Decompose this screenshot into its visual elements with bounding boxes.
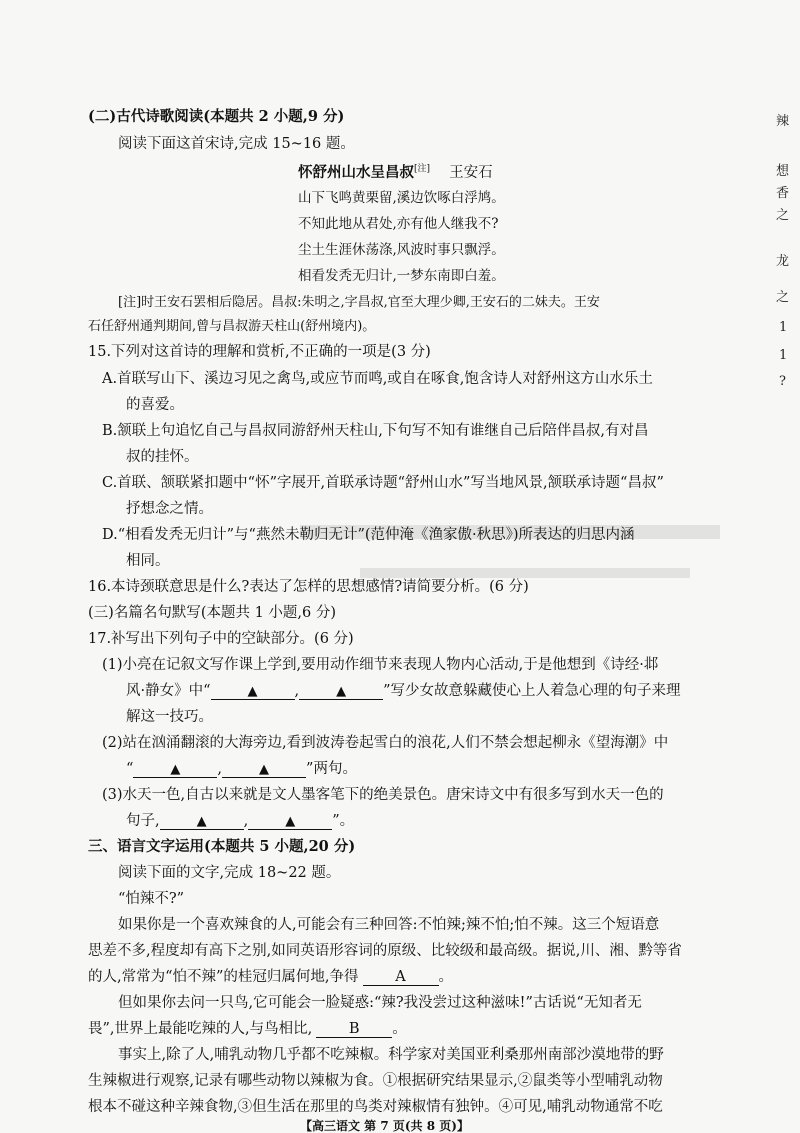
answer-blank-b[interactable]: B xyxy=(316,1022,392,1038)
poetry-instruction: 阅读下面这首宋诗,完成 15~16 题。 xyxy=(118,136,355,152)
q16-stem: 16.本诗颈联意思是什么?表达了怎样的思想感情?请简要分析。(6 分) xyxy=(88,579,529,595)
poem-line: 尘土生涯休荡涤,风波时事只飘浮。 xyxy=(298,242,505,258)
edge-mark: 之 xyxy=(776,290,790,305)
q15-option-b: B.颔联上句追忆自己与昌叔同游舒州天柱山,下句写不知有谁继自己后陪伴昌叔,有对昌 xyxy=(102,423,649,439)
scan-smudge xyxy=(360,568,690,578)
triangle-icon: ▲ xyxy=(196,814,207,829)
answer-blank[interactable] xyxy=(222,762,306,778)
edge-mark: 香 xyxy=(776,186,790,201)
q15-option-a: A.首联写山下、溪边习见之禽鸟,或应节而鸣,或自在啄食,饱含诗人对舒州这方山水乐土 xyxy=(102,371,653,387)
q15-option-d: D.“相看发秃无归计”与“燕然未勒归无计”(范仲淹《渔家傲·秋思》)所表达的归思内涵 xyxy=(102,527,635,543)
edge-mark: 龙 xyxy=(776,254,790,269)
page-footer: 【高三语文 第 7 页(共 8 页)】 xyxy=(300,1119,469,1133)
passage-title: “怕辣不?” xyxy=(118,891,185,907)
triangle-icon: ▲ xyxy=(170,762,181,777)
q17-text: , xyxy=(217,761,223,777)
q17-text: , xyxy=(243,813,249,829)
q17-part1-cont: 解这一技巧。 xyxy=(126,709,213,725)
passage-text: 。 xyxy=(392,1021,407,1037)
q15-option-d-cont: 相同。 xyxy=(126,553,170,569)
poem-footnote: 石任舒州通判期间,曾与昌叔游天柱山(舒州境内)。 xyxy=(88,319,376,334)
poem-title-line xyxy=(298,165,493,180)
poem-footnote: [注]时王安石罢相后隐居。昌叔:朱明之,字昌叔,官至大理少卿,王安石的二妹夫。王安 xyxy=(118,295,600,310)
passage-text: 的人,常常为“怕不辣”的桂冠归属何地,争得 xyxy=(88,969,359,985)
q15-stem: 15.下列对这首诗的理解和赏析,不正确的一项是(3 分) xyxy=(88,344,431,360)
passage-line: 事实上,除了人,哺乳动物几乎都不吃辣椒。科学家对美国亚利桑那州南部沙漠地带的野 xyxy=(118,1047,664,1063)
edge-mark: ? xyxy=(779,374,786,389)
triangle-icon: ▲ xyxy=(247,684,258,699)
q15-option-a-cont: 的喜爱。 xyxy=(126,397,184,413)
poem-line: 相看发秃无归计,一梦东南即白羞。 xyxy=(298,268,505,284)
answer-blank[interactable] xyxy=(248,814,332,830)
passage-line: 如果你是一个喜欢辣食的人,可能会有三种回答:不怕辣;辣不怕;怕不辣。这三个短语意 xyxy=(118,917,660,933)
answer-blank[interactable] xyxy=(133,762,217,778)
q15-option-c: C.首联、颔联紧扣题中“怀”字展开,首联承诗题“舒州山水”写当地风景,颔联承诗题“昌叔” xyxy=(102,475,664,491)
passage-line: 根本不碰这种辛辣食物,③但生活在那里的鸟类对辣椒情有独钟。④可见,哺乳动物通常不吃 xyxy=(88,1099,663,1115)
q17-part2: (2)站在汹涌翻滚的大海旁边,看到波涛卷起雪白的浪花,人们不禁会想起柳永《望海潮》中 xyxy=(102,735,669,751)
q17-part3-blanks xyxy=(126,814,354,830)
edge-mark: 之 xyxy=(776,208,790,223)
triangle-icon: ▲ xyxy=(336,684,347,699)
part-title-language: 三、语言文字运用(本题共 5 小题,20 分) xyxy=(88,838,356,855)
passage-text: 。 xyxy=(438,969,454,985)
passage-text: 畏”,世界上最能吃辣的人,与鸟相比, xyxy=(88,1021,313,1037)
q17-text: “ xyxy=(126,761,134,777)
poem-line: 山下飞鸣黄栗留,溪边饮啄白浮鸠。 xyxy=(298,190,505,206)
section-title-dictation: (三)名篇名句默写(本题共 1 小题,6 分) xyxy=(88,605,337,621)
triangle-icon: ▲ xyxy=(259,762,270,777)
q17-text: 风·静女》中“ xyxy=(126,683,211,699)
poem-line: 不知此地从君处,亦有他人继我不? xyxy=(298,216,499,232)
passage-line: 但如果你去问一只鸟,它可能会一脸疑惑:“辣?我没尝过这种滋味!”古话说“无知者无 xyxy=(118,995,642,1011)
q15-option-c-cont: 抒想念之情。 xyxy=(126,501,213,517)
answer-blank[interactable] xyxy=(299,684,383,700)
passage-line-blank-b xyxy=(88,1022,407,1038)
q15-option-b-cont: 叔的挂怀。 xyxy=(126,449,199,465)
q17-part1: (1)小亮在记叙文写作课上学到,要用动作细节来表现人物内心活动,于是他想到《诗经·邶 xyxy=(102,657,659,673)
answer-blank[interactable] xyxy=(160,814,244,830)
q17-part1-blanks xyxy=(126,684,681,700)
answer-blank[interactable] xyxy=(211,684,295,700)
q17-text: 句子, xyxy=(126,813,160,829)
language-instruction: 阅读下面的文字,完成 18~22 题。 xyxy=(118,865,341,881)
edge-mark: 1 xyxy=(779,320,788,335)
poem-note-mark: [注] xyxy=(414,164,431,174)
edge-mark: 辣 xyxy=(776,114,790,129)
triangle-icon: ▲ xyxy=(285,814,296,829)
passage-line: 生辣椒进行观察,记录有哪些动物以辣椒为食。①根据研究结果显示,②鼠类等小型哺乳动物 xyxy=(88,1073,663,1089)
poem-title: 怀舒州山水呈昌叔 xyxy=(298,163,414,181)
edge-mark: 1 xyxy=(779,348,788,363)
passage-line-blank-a xyxy=(88,970,453,986)
answer-blank-a[interactable]: A xyxy=(363,970,439,986)
q17-text: ”。 xyxy=(332,813,355,829)
passage-line: 思差不多,程度却有高下之别,如同英语形容词的原级、比较级和最高级。据说,川、湘、黔等省 xyxy=(88,943,682,959)
q17-part3: (3)水天一色,自古以来就是文人墨客笔下的绝美景色。唐宋诗文中有很多写到水天一色的 xyxy=(102,787,664,803)
poem-author: 王安石 xyxy=(449,164,493,181)
q17-part2-blanks xyxy=(126,762,357,778)
q17-text: , xyxy=(294,683,300,699)
section-title-poetry: (二)古代诗歌阅读(本题共 2 小题,9 分) xyxy=(88,108,345,125)
q17-text: ”写少女故意躲藏使心上人着急心理的句子来理 xyxy=(383,683,681,699)
q17-text: ”两句。 xyxy=(306,761,357,777)
q17-stem: 17.补写出下列句子中的空缺部分。(6 分) xyxy=(88,631,354,647)
edge-mark: 想 xyxy=(776,164,790,179)
